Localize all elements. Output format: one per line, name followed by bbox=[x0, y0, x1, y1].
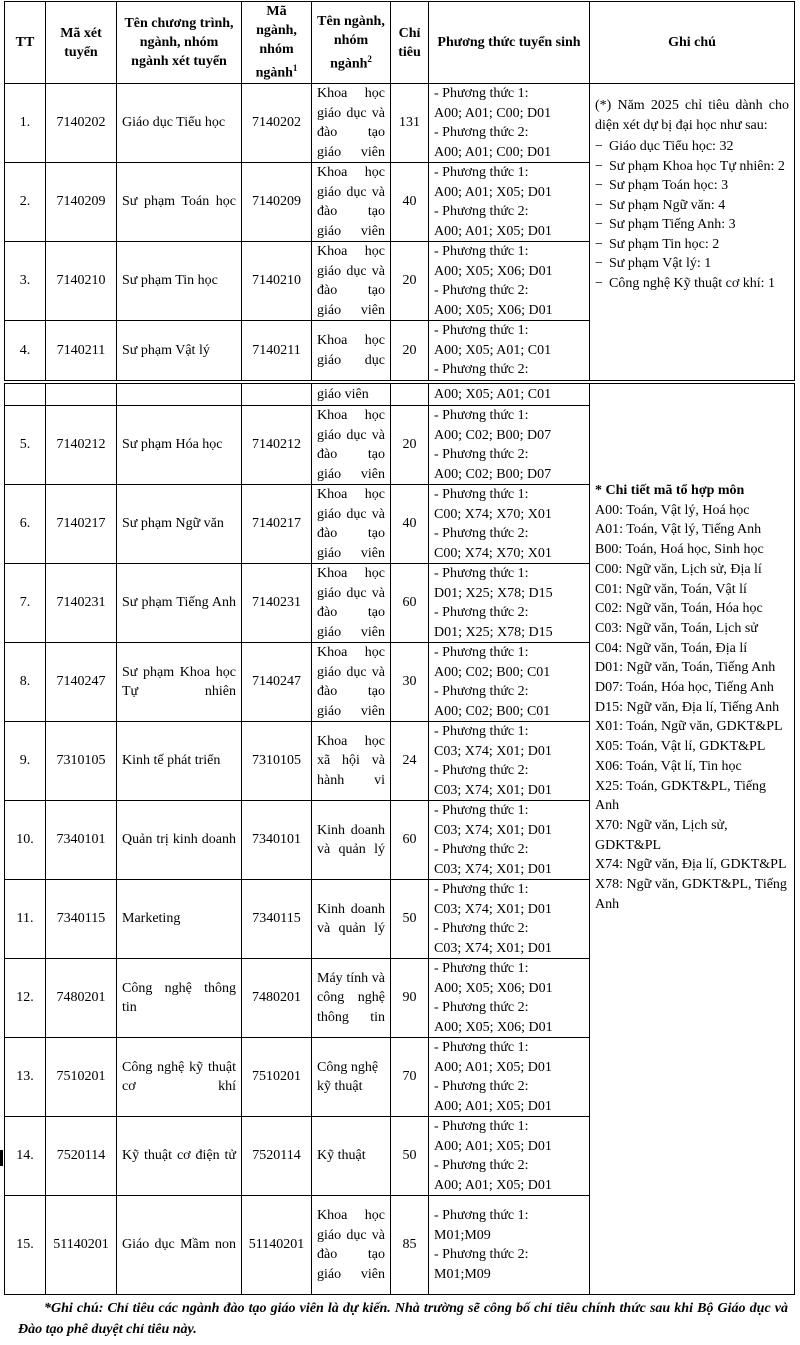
method-2-combos: A00; X05; X06; D01 bbox=[434, 1019, 553, 1035]
header-chi-tieu: Chỉ tiêu bbox=[391, 2, 429, 84]
method-2-label: - Phương thức 2: bbox=[434, 763, 529, 778]
method-2-label: - Phương thức 2: bbox=[434, 921, 529, 936]
method-1-label: - Phương thức 1: bbox=[434, 323, 529, 339]
cell-quota: 85 bbox=[391, 1196, 429, 1295]
cell-major-code: 51140201 bbox=[242, 1196, 312, 1295]
method-1-label: - Phương thức 1: bbox=[434, 244, 529, 259]
combo-item: D15: Ngữ văn, Địa lí, Tiếng Anh bbox=[595, 699, 780, 715]
cell-methods bbox=[429, 643, 590, 722]
method-2-combos: D01; X25; X78; D15 bbox=[434, 624, 553, 640]
method-2-combos: C03; X74; X01; D01 bbox=[434, 861, 552, 877]
cell-methods bbox=[429, 485, 590, 564]
cell-tt: 12. bbox=[5, 959, 46, 1038]
combo-item: X70: Ngữ văn, Lịch sử, GDKT&PL bbox=[595, 817, 728, 853]
cell-tt: 10. bbox=[5, 801, 46, 880]
cell-group: Máy tính và công nghệ thông tin bbox=[312, 959, 391, 1038]
cell-empty bbox=[117, 384, 242, 406]
cell-methods bbox=[429, 84, 590, 163]
cell-tt: 7. bbox=[5, 564, 46, 643]
method-2-label: - Phương thức 2: bbox=[434, 526, 529, 541]
note-item: − Sư phạm Toán học: 3 bbox=[595, 176, 789, 196]
cell-methods bbox=[429, 722, 590, 801]
combo-item: C02: Ngữ văn, Toán, Hóa học bbox=[595, 601, 763, 617]
cell-methods bbox=[429, 1117, 590, 1196]
method-2-combos: A00; A01; X05; D01 bbox=[434, 223, 552, 239]
method-1-combos: C03; X74; X01; D01 bbox=[434, 822, 552, 838]
method-1-label: - Phương thức 1: bbox=[434, 408, 529, 423]
header-ten-nganh-text: Tên ngành, nhóm ngành bbox=[317, 13, 385, 72]
method-2-combos: C00; X74; X70; X01 bbox=[434, 545, 552, 561]
cell-code: 7140217 bbox=[46, 485, 117, 564]
table-row bbox=[5, 84, 795, 163]
combo-item: X74: Ngữ văn, Địa lí, GDKT&PL bbox=[595, 857, 787, 873]
method-1-label: - Phương thức 1: bbox=[434, 487, 529, 502]
cell-methods bbox=[429, 321, 590, 381]
cell-methods bbox=[429, 163, 590, 242]
note-item: − Công nghệ Kỹ thuật cơ khí: 1 bbox=[595, 274, 789, 294]
cell-name: Giáo dục Mầm non bbox=[117, 1196, 242, 1295]
cell-quota: 20 bbox=[391, 321, 429, 381]
method-2-combos: A00; A01; X05; D01 bbox=[434, 1177, 552, 1193]
cell-tt: 14. bbox=[5, 1117, 46, 1196]
method-1-combos: A00; X05; X06; D01 bbox=[434, 263, 553, 279]
combo-item: C03: Ngữ văn, Toán, Lịch sử bbox=[595, 620, 758, 636]
cell-methods bbox=[429, 880, 590, 959]
method-1-combos: A00; A01; X05; D01 bbox=[434, 184, 552, 200]
cell-major-code: 7140210 bbox=[242, 242, 312, 321]
method-1-combos: A00; C02; B00; D07 bbox=[434, 427, 552, 443]
combo-item: X01: Toán, Ngữ văn, GDKT&PL bbox=[595, 719, 783, 735]
cell-methods bbox=[429, 406, 590, 485]
cell-tt: 5. bbox=[5, 406, 46, 485]
cell-quota: 90 bbox=[391, 959, 429, 1038]
method-1-combos: A00; X05; X06; D01 bbox=[434, 980, 553, 996]
cell-name: Quản trị kinh doanh bbox=[117, 801, 242, 880]
combo-item: C04: Ngữ văn, Toán, Địa lí bbox=[595, 640, 748, 656]
cell-tt: 6. bbox=[5, 485, 46, 564]
cell-group: Kinh doanh và quản lý bbox=[312, 801, 391, 880]
method-2-label: - Phương thức 2: bbox=[434, 1247, 529, 1262]
cell-major-code: 7340101 bbox=[242, 801, 312, 880]
method-2-combos: A00; A01; X05; D01 bbox=[434, 1098, 552, 1114]
cell-group: Khoa học giáo dục và đào tạo giáo viên bbox=[312, 84, 391, 163]
cell-group: Khoa học xã hội và hành vi bbox=[312, 722, 391, 801]
method-2-combos: A00; X05; X06; D01 bbox=[434, 302, 553, 318]
cell-name: Sư phạm Tin học bbox=[117, 242, 242, 321]
cell-code: 7140202 bbox=[46, 84, 117, 163]
note-cell-quota bbox=[590, 84, 795, 381]
cell-group: Kỹ thuật bbox=[312, 1117, 391, 1196]
method-1-combos: A00; X05; A01; C01 bbox=[434, 342, 552, 358]
cell-major-code: 7310105 bbox=[242, 722, 312, 801]
cell-group: Khoa học giáo dục và đào tạo giáo viên bbox=[312, 564, 391, 643]
method-2-label: - Phương thức 2: bbox=[434, 1158, 529, 1173]
cell-code: 7140209 bbox=[46, 163, 117, 242]
cell-quota: 20 bbox=[391, 242, 429, 321]
cell-code: 7480201 bbox=[46, 959, 117, 1038]
cell-tt: 1. bbox=[5, 84, 46, 163]
method-2-label: - Phương thức 2: bbox=[434, 125, 529, 140]
cell-quota: 40 bbox=[391, 485, 429, 564]
cell-name: Sư phạm Khoa học Tự nhiên bbox=[117, 643, 242, 722]
cell-code: 7510201 bbox=[46, 1038, 117, 1117]
method-1-label: - Phương thức 1: bbox=[434, 645, 529, 660]
cell-major-code: 7480201 bbox=[242, 959, 312, 1038]
cell-methods bbox=[429, 1196, 590, 1295]
cell-major-code: 7340115 bbox=[242, 880, 312, 959]
method-2-label: - Phương thức 2: bbox=[434, 447, 529, 462]
header-ten-chuong-trinh: Tên chương trình, ngành, nhóm ngành xét tuyển bbox=[117, 2, 242, 84]
method-2-label: - Phương thức 2: bbox=[434, 842, 529, 857]
method-2-label: - Phương thức 2: bbox=[434, 1000, 529, 1015]
combo-item: X78: Ngữ văn, GDKT&PL, Tiếng Anh bbox=[595, 877, 787, 912]
method-1-combos: A00; C02; B00; C01 bbox=[434, 664, 551, 680]
method-1-label: - Phương thức 1: bbox=[434, 1119, 529, 1134]
cell-tt: 9. bbox=[5, 722, 46, 801]
admission-table-part-1 bbox=[4, 1, 795, 381]
combo-item: D01: Ngữ văn, Toán, Tiếng Anh bbox=[595, 660, 776, 676]
cell-major-code: 7140212 bbox=[242, 406, 312, 485]
cell-quota: 70 bbox=[391, 1038, 429, 1117]
combo-item: X05: Toán, Vật lí, GDKT&PL bbox=[595, 739, 766, 755]
header-ma-nganh-sup: 1 bbox=[292, 63, 298, 74]
cell-name: Sư phạm Ngữ văn bbox=[117, 485, 242, 564]
cell-code: 7310105 bbox=[46, 722, 117, 801]
combo-item: X06: Toán, Vật lí, Tin học bbox=[595, 758, 742, 774]
combo-item: C01: Ngữ văn, Toán, Vật lí bbox=[595, 581, 747, 597]
method-1-label: - Phương thức 1: bbox=[434, 961, 529, 976]
cell-code: 7340115 bbox=[46, 880, 117, 959]
cell-quota: 131 bbox=[391, 84, 429, 163]
method-1-combos: A00; A01; C00; D01 bbox=[434, 105, 552, 121]
cell-quota: 30 bbox=[391, 643, 429, 722]
footnote: *Ghi chú: Chỉ tiêu các ngành đào tạo giáo viên là dự kiến. Nhà trường sẽ công bố chỉ tiêu chính thức sau khi Bộ Giáo dục và Đào tạo phê duyệt chỉ tiêu này. bbox=[18, 1301, 788, 1337]
cell-code: 7140247 bbox=[46, 643, 117, 722]
cell-group: Kinh doanh và quản lý bbox=[312, 880, 391, 959]
method-1-combos: C00; X74; X70; X01 bbox=[434, 506, 552, 522]
cell-code: 7140211 bbox=[46, 321, 117, 381]
admission-table-part-2 bbox=[4, 383, 795, 1295]
cell-methods bbox=[429, 564, 590, 643]
cell-name: Kỹ thuật cơ điện tử bbox=[117, 1117, 242, 1196]
cell-tt: 11. bbox=[5, 880, 46, 959]
cell-name: Sư phạm Vật lý bbox=[117, 321, 242, 381]
cell-major-code: 7140211 bbox=[242, 321, 312, 381]
note-item: − Sư phạm Ngữ văn: 4 bbox=[595, 196, 789, 216]
method-1-combos: A00; A01; X05; D01 bbox=[434, 1059, 552, 1075]
method-2-combos: A00; A01; C00; D01 bbox=[434, 144, 552, 160]
method-1-combos: M01;M09 bbox=[434, 1227, 491, 1243]
combo-item: C00: Ngữ văn, Lịch sử, Địa lí bbox=[595, 561, 762, 577]
cell-name: Công nghệ kỹ thuật cơ khí bbox=[117, 1038, 242, 1117]
header-ma-xet-tuyen: Mã xét tuyển bbox=[46, 2, 117, 84]
cell-quota: 50 bbox=[391, 880, 429, 959]
combo-item: A01: Toán, Vật lý, Tiếng Anh bbox=[595, 522, 762, 538]
cell-quota: 60 bbox=[391, 801, 429, 880]
method-1-label: - Phương thức 1: bbox=[434, 803, 529, 818]
method-2-label: - Phương thức 2: bbox=[434, 684, 529, 699]
header-ten-nganh bbox=[312, 2, 391, 84]
method-1-combos: C03; X74; X01; D01 bbox=[434, 743, 552, 759]
cell-name: Công nghệ thông tin bbox=[117, 959, 242, 1038]
method-1-combos: D01; X25; X78; D15 bbox=[434, 585, 553, 601]
cell-code: 7520114 bbox=[46, 1117, 117, 1196]
cell-major-code: 7140231 bbox=[242, 564, 312, 643]
header-row bbox=[5, 2, 795, 84]
cell-group: giáo viên bbox=[312, 384, 391, 406]
cell-quota: 60 bbox=[391, 564, 429, 643]
method-1-label: - Phương thức 1: bbox=[434, 724, 529, 739]
cell-empty bbox=[46, 384, 117, 406]
cell-major-code: 7140217 bbox=[242, 485, 312, 564]
method-2-combos: A00; C02; B00; D07 bbox=[434, 466, 552, 482]
cell-quota: 20 bbox=[391, 406, 429, 485]
cell-code: 7340101 bbox=[46, 801, 117, 880]
combo-item: X25: Toán, GDKT&PL, Tiếng Anh bbox=[595, 778, 767, 814]
cell-methods bbox=[429, 242, 590, 321]
cell-empty bbox=[391, 384, 429, 406]
note-item: − Giáo dục Tiểu học: 32 bbox=[595, 137, 789, 157]
note-item: − Sư phạm Vật lý: 1 bbox=[595, 254, 789, 274]
cell-code: 51140201 bbox=[46, 1196, 117, 1295]
note-intro: (*) Năm 2025 chỉ tiêu dành cho diện xét dự bị đại học như sau: bbox=[595, 98, 789, 133]
combo-item: D07: Toán, Hóa học, Tiếng Anh bbox=[595, 680, 774, 696]
method-2-combos: M01;M09 bbox=[434, 1266, 491, 1282]
cell-empty bbox=[242, 384, 312, 406]
cell-tt: 13. bbox=[5, 1038, 46, 1117]
cell-group: Khoa học giáo dục và đào tạo giáo viên bbox=[312, 163, 391, 242]
header-ten-nganh-sup: 2 bbox=[367, 53, 372, 64]
cell-major-code: 7140247 bbox=[242, 643, 312, 722]
cell-major-code: 7140202 bbox=[242, 84, 312, 163]
cell-tt: 2. bbox=[5, 163, 46, 242]
cell-name: Giáo dục Tiểu học bbox=[117, 84, 242, 163]
method-2-combos: C03; X74; X01; D01 bbox=[434, 940, 552, 956]
cell-empty bbox=[5, 384, 46, 406]
cell-methods bbox=[429, 801, 590, 880]
method-1-combos: A00; A01; X05; D01 bbox=[434, 1138, 552, 1154]
table-row-continuation bbox=[5, 384, 795, 406]
cell-code: 7140212 bbox=[46, 406, 117, 485]
cell-group: Công nghệ kỹ thuật bbox=[312, 1038, 391, 1117]
method-2-label: - Phương thức 2: bbox=[434, 1079, 529, 1094]
note-item: − Sư phạm Tiếng Anh: 3 bbox=[595, 215, 789, 235]
combos-title: * Chi tiết mã tổ hợp môn bbox=[595, 483, 745, 498]
cell-code: 7140231 bbox=[46, 564, 117, 643]
method-2-label: - Phương thức 2: bbox=[434, 204, 529, 219]
method-1-label: - Phương thức 1: bbox=[434, 1040, 529, 1055]
cell-tt: 4. bbox=[5, 321, 46, 381]
cell-tt: 3. bbox=[5, 242, 46, 321]
method-1-label: - Phương thức 1: bbox=[434, 165, 529, 180]
cell-group: Khoa học giáo dục và đào tạo giáo viên bbox=[312, 485, 391, 564]
method-1-label: - Phương thức 1: bbox=[434, 1208, 529, 1223]
header-tt: TT bbox=[5, 2, 46, 84]
cell-group: Khoa học giáo dục và đào tạo giáo viên bbox=[312, 242, 391, 321]
method-2-label: - Phương thức 2: bbox=[434, 605, 529, 620]
cell-group: Khoa học giáo dục bbox=[312, 321, 391, 381]
cell-group: Khoa học giáo dục và đào tạo giáo viên bbox=[312, 643, 391, 722]
cell-major-code: 7520114 bbox=[242, 1117, 312, 1196]
note-item: − Sư phạm Khoa học Tự nhiên: 2 bbox=[595, 157, 789, 177]
method-1-combos: C03; X74; X01; D01 bbox=[434, 901, 552, 917]
cell-name: Sư phạm Toán học bbox=[117, 163, 242, 242]
combo-item: A00: Toán, Vật lý, Hoá học bbox=[595, 502, 750, 518]
method-2-combos: A00; C02; B00; C01 bbox=[434, 703, 551, 719]
method-1-label: - Phương thức 1: bbox=[434, 86, 529, 101]
note-cell-combos bbox=[590, 384, 795, 1295]
method-2-combos: C03; X74; X01; D01 bbox=[434, 782, 552, 798]
note-item: − Sư phạm Tin học: 2 bbox=[595, 235, 789, 255]
cell-group: Khoa học giáo dục và đào tạo giáo viên bbox=[312, 406, 391, 485]
cell-quota: 40 bbox=[391, 163, 429, 242]
cell-group: Khoa học giáo dục và đào tạo giáo viên bbox=[312, 1196, 391, 1295]
header-ma-nganh bbox=[242, 2, 312, 84]
method-2-label: - Phương thức 2: bbox=[434, 362, 529, 378]
combo-item: B00: Toán, Hoá học, Sinh học bbox=[595, 542, 764, 558]
note-list bbox=[595, 137, 789, 293]
cell-name: Sư phạm Hóa học bbox=[117, 406, 242, 485]
cell-name: Marketing bbox=[117, 880, 242, 959]
cell-methods bbox=[429, 1038, 590, 1117]
cell-quota: 24 bbox=[391, 722, 429, 801]
cell-tt: 8. bbox=[5, 643, 46, 722]
cell-code: 7140210 bbox=[46, 242, 117, 321]
cell-major-code: 7140209 bbox=[242, 163, 312, 242]
header-ma-nganh-text: Mã ngành, nhóm ngành bbox=[255, 4, 297, 81]
cell-methods: A00; X05; A01; C01 bbox=[429, 384, 590, 406]
cell-tt: 15. bbox=[5, 1196, 46, 1295]
method-1-label: - Phương thức 1: bbox=[434, 882, 529, 897]
margin-mark bbox=[0, 1150, 3, 1166]
cell-quota: 50 bbox=[391, 1117, 429, 1196]
header-phuong-thuc: Phương thức tuyển sinh bbox=[429, 2, 590, 84]
method-2-label: - Phương thức 2: bbox=[434, 283, 529, 298]
cell-name: Sư phạm Tiếng Anh bbox=[117, 564, 242, 643]
cell-major-code: 7510201 bbox=[242, 1038, 312, 1117]
method-1-label: - Phương thức 1: bbox=[434, 566, 529, 581]
cell-methods bbox=[429, 959, 590, 1038]
header-ghi-chu: Ghi chú bbox=[590, 2, 795, 84]
cell-name: Kinh tế phát triển bbox=[117, 722, 242, 801]
